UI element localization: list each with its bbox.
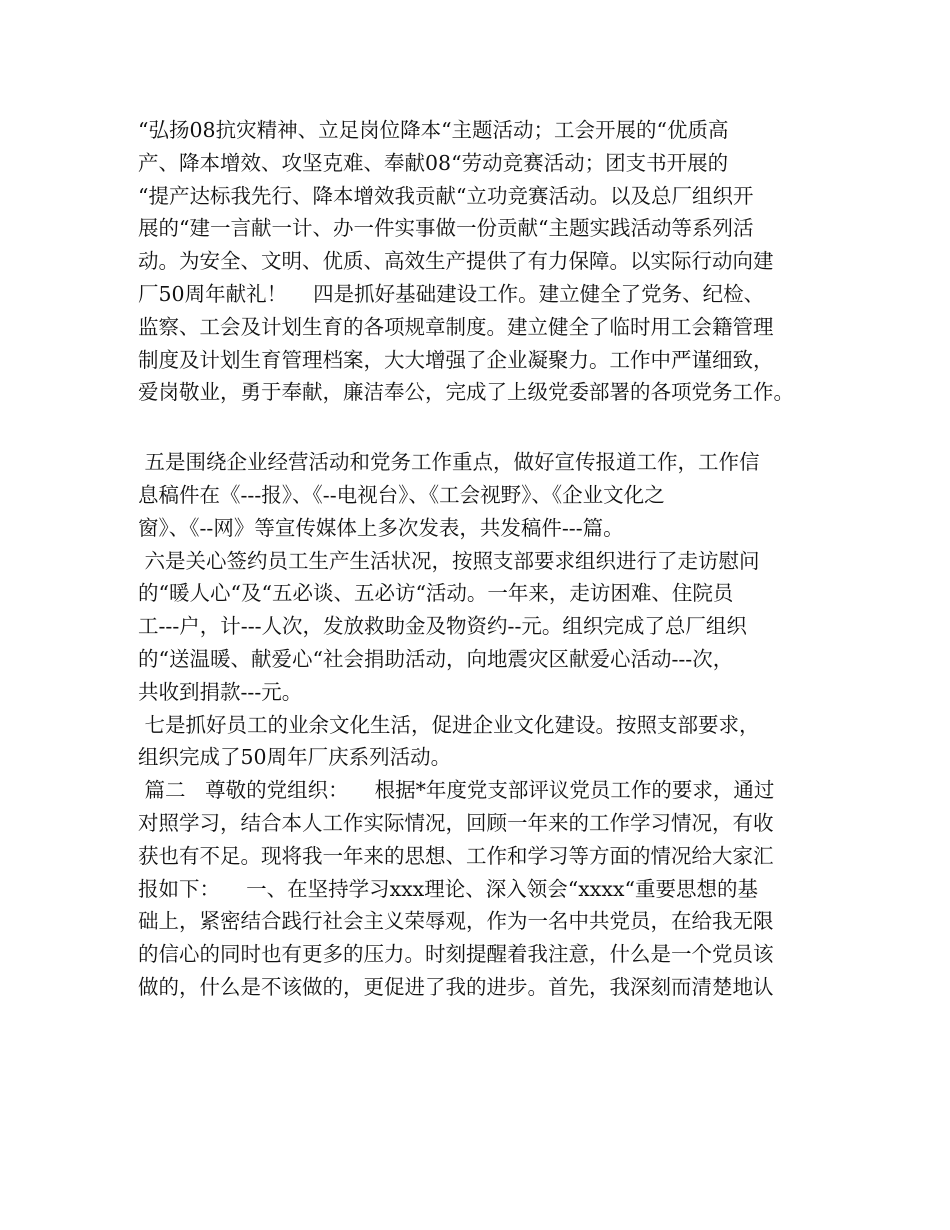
text-line: 爱岗敬业，勇于奉献，廉洁奉公，完成了上级党委部署的各项党务工作。 — [138, 380, 794, 405]
text-line: 的“送温暖、献爱心“社会捐助活动，向地震灾区献爱心活动---次， — [138, 646, 734, 671]
text-line: 制度及计划生育管理档案，大大增强了企业凝聚力。工作中严谨细致， — [138, 347, 774, 372]
text-line: 七是抓好员工的业余文化生活，促进企业文化建设。按照支部要求， — [138, 712, 760, 737]
text-line: 对照学习，结合本人工作实际情况，回顾一年来的工作学习情况，有收 — [138, 810, 774, 835]
text-line: 监察、工会及计划生育的各项规章制度。建立健全了临时用工会籍管理 — [138, 314, 774, 339]
text-line: 息稿件在《---报》、《--电视台》、《工会视野》、《企业文化之 — [138, 482, 665, 507]
text-line: 窗》、《--网》等宣传媒体上多次发表，共发稿件---篇。 — [138, 515, 624, 540]
text-line: 产、降本增效、攻坚克难、奉献08“劳动竞赛活动；团支书开展的 — [138, 150, 729, 175]
text-line: 础上，紧密结合践行社会主义荣辱观，作为一名中共党员，在给我无限 — [138, 909, 774, 934]
text-line: 厂50周年献礼！ 四是抓好基础建设工作。建立健全了党务、纪检、 — [138, 281, 765, 306]
text-line: 篇二 尊敬的党组织： 根据*年度党支部评议党员工作的要求，通过 — [138, 778, 775, 803]
text-line: 做的，什么是不该做的，更促进了我的进步。首先，我深刻而清楚地认 — [138, 974, 774, 999]
text-line: 动。为安全、文明、优质、高效生产提供了有力保障。以实际行动向建 — [138, 249, 774, 274]
text-line: 组织完成了50周年厂庆系列活动。 — [138, 745, 452, 770]
text-line: 展的“建一言献一计、办一件实事做一份贡献“主题实践活动等系列活 — [138, 216, 754, 241]
document-body — [138, 114, 838, 1004]
text-line: “提产达标我先行、降本增效我贡献“立功竞赛活动。以及总厂组织开 — [138, 183, 754, 208]
paragraph-gap — [138, 409, 838, 446]
text-line: 共收到捐款---元。 — [138, 679, 303, 704]
text-line: 报如下： 一、在坚持学习xxx理论、深入领会“xxxx“重要思想的基 — [138, 876, 758, 901]
text-line: 六是关心签约员工生产生活状况，按照支部要求组织进行了走访慰问 — [138, 548, 760, 573]
text-line: 工---户，计---人次，发放救助金及物资约--元。组织完成了总厂组织 — [138, 614, 747, 639]
text-line: 五是围绕企业经营活动和党务工作重点，做好宣传报道工作，工作信 — [138, 450, 760, 475]
text-line: 的信心的同时也有更多的压力。时刻提醒着我注意，什么是一个党员该 — [138, 942, 774, 967]
text-line: 获也有不足。现将我一年来的思想、工作和学习等方面的情况给大家汇 — [138, 843, 774, 868]
text-line: 的“暖人心“及“五必谈、五必访“活动。一年来，走访困难、住院员 — [138, 581, 734, 606]
text-line: “弘扬08抗灾精神、立足岗位降本“主题活动；工会开展的“优质高 — [138, 118, 729, 142]
